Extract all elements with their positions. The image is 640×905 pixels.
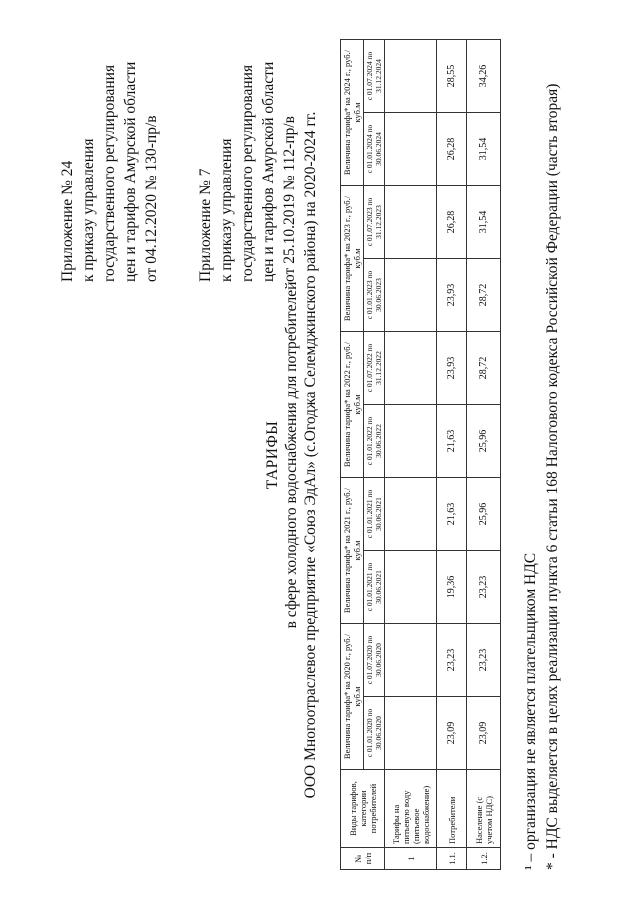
tariff-value: 23,09: [467, 697, 501, 770]
column-header-number: № п/п: [341, 848, 385, 870]
tariff-value: 26,28: [437, 113, 467, 186]
tariff-value: 31,54: [467, 113, 501, 186]
period-header: с 01.01.2022 по 30.06.2022: [364, 405, 385, 478]
document-subtitle: в сфере холодного водоснабжения для потребителей: [283, 281, 300, 629]
row-label: Тарифы на питьевую воду (питьевое водоснабжение): [385, 770, 437, 848]
tariff-value: 23,93: [437, 332, 467, 405]
table-row: [467, 40, 501, 870]
header-line: Приложение № 24: [59, 160, 76, 282]
header-line: к приказу управления: [218, 138, 235, 282]
tariffs-table: [340, 39, 501, 870]
empty-cell: [385, 259, 437, 332]
column-header-2024: Величина тарифа* на 2024 г., руб./куб.м: [341, 40, 364, 186]
period-header: с 01.01.2020 по 30.06.2020: [364, 697, 385, 770]
column-header-2023: Величина тарифа* на 2023 г., руб./куб.м: [341, 186, 364, 332]
tariff-value: 34,26: [467, 40, 501, 113]
table-row-section: [385, 40, 437, 870]
table-row: [437, 40, 467, 870]
row-label: Население (с учетом НДС): [467, 770, 501, 848]
document-title: ТАРИФЫ: [264, 420, 281, 490]
row-number: 1: [385, 848, 437, 870]
tariff-value: 26,28: [437, 186, 467, 259]
column-header-kind: Виды тарифов, категории потребителей: [341, 770, 385, 848]
tariff-value: 25,96: [467, 405, 501, 478]
column-header-2022: Величина тарифа* на 2022 г., руб./куб.м: [341, 332, 364, 478]
footnote-vat-payer: ¹ – организация не является плательщиком НДС: [522, 552, 539, 870]
empty-cell: [385, 332, 437, 405]
tariff-value: 28,55: [437, 40, 467, 113]
header-line: государственного регулирования: [239, 64, 256, 282]
header-line: от 04.12.2020 № 130-пр/в: [143, 115, 160, 282]
footnote-vat-allocation: * - НДС выделяется в целях реализации пункта 6 статьи 168 Налогового кодекса Российской Федерации (часть вторая): [544, 83, 561, 870]
empty-cell: [385, 405, 437, 478]
empty-cell: [385, 478, 437, 551]
table-header-row: [341, 40, 364, 870]
empty-cell: [385, 186, 437, 259]
period-header: с 01.07.2023 по 31.12.2023: [364, 186, 385, 259]
tariff-value: 21,63: [437, 478, 467, 551]
tariff-value: 28,72: [467, 332, 501, 405]
period-header: с 01.07.2022 по 31.12.2022: [364, 332, 385, 405]
period-header: с 01.07.2020 по 30.06.2020: [364, 624, 385, 697]
tariff-value: 23,93: [437, 259, 467, 332]
period-header: с 01.01.2021 по 30.06.2021: [364, 478, 385, 551]
tariff-value: 23,23: [467, 551, 501, 624]
empty-cell: [385, 113, 437, 186]
period-header: с 01.01.2021 по 30.06.2021: [364, 551, 385, 624]
empty-cell: [385, 40, 437, 113]
tariff-value: 23,23: [467, 624, 501, 697]
tariff-value: 31,54: [467, 186, 501, 259]
header-line: государственного регулирования: [101, 64, 118, 282]
footnotes: [520, 84, 564, 870]
tariff-value: 28,72: [467, 259, 501, 332]
row-number: 1.1.: [437, 848, 467, 870]
tariff-value: 23,09: [437, 697, 467, 770]
tariff-value: 23,23: [437, 624, 467, 697]
empty-cell: [385, 697, 437, 770]
header-line: цен и тарифов Амурской области: [122, 61, 139, 282]
period-header: с 01.01.2023 по 30.06.2023: [364, 259, 385, 332]
header-line: цен и тарифов Амурской области: [260, 61, 277, 282]
row-label: Потребители: [437, 770, 467, 848]
column-header-2021: Величина тарифа* на 2021 г., руб./куб.м: [341, 478, 364, 624]
tariff-value: 21,63: [437, 405, 467, 478]
column-header-2020: Величина тарифа* на 2020 г., руб./куб.м: [341, 624, 364, 770]
document-subtitle-organization: ООО Многоотраслевое предприятие «Союз ЭдАл» (с.Огоджа Селемджинского района) на 2020-2024 гг.: [302, 111, 319, 799]
period-header: с 01.01.2024 по 30.06.2024: [364, 113, 385, 186]
row-number: 1.2.: [467, 848, 501, 870]
table-subheader-row: [364, 40, 385, 870]
empty-cell: [385, 624, 437, 697]
header-line: Приложение № 7: [197, 168, 214, 282]
tariff-value: 25,96: [467, 478, 501, 551]
header-line: от 25.10.2019 № 112-пр/в: [281, 116, 298, 282]
header-line: к приказу управления: [80, 138, 97, 282]
tariff-value: 19,36: [437, 551, 467, 624]
appendix-24-header: [57, 62, 162, 282]
period-header: с 01.07.2024 по 31.12.2024: [364, 40, 385, 113]
document-title-block: [263, 105, 320, 805]
empty-cell: [385, 551, 437, 624]
